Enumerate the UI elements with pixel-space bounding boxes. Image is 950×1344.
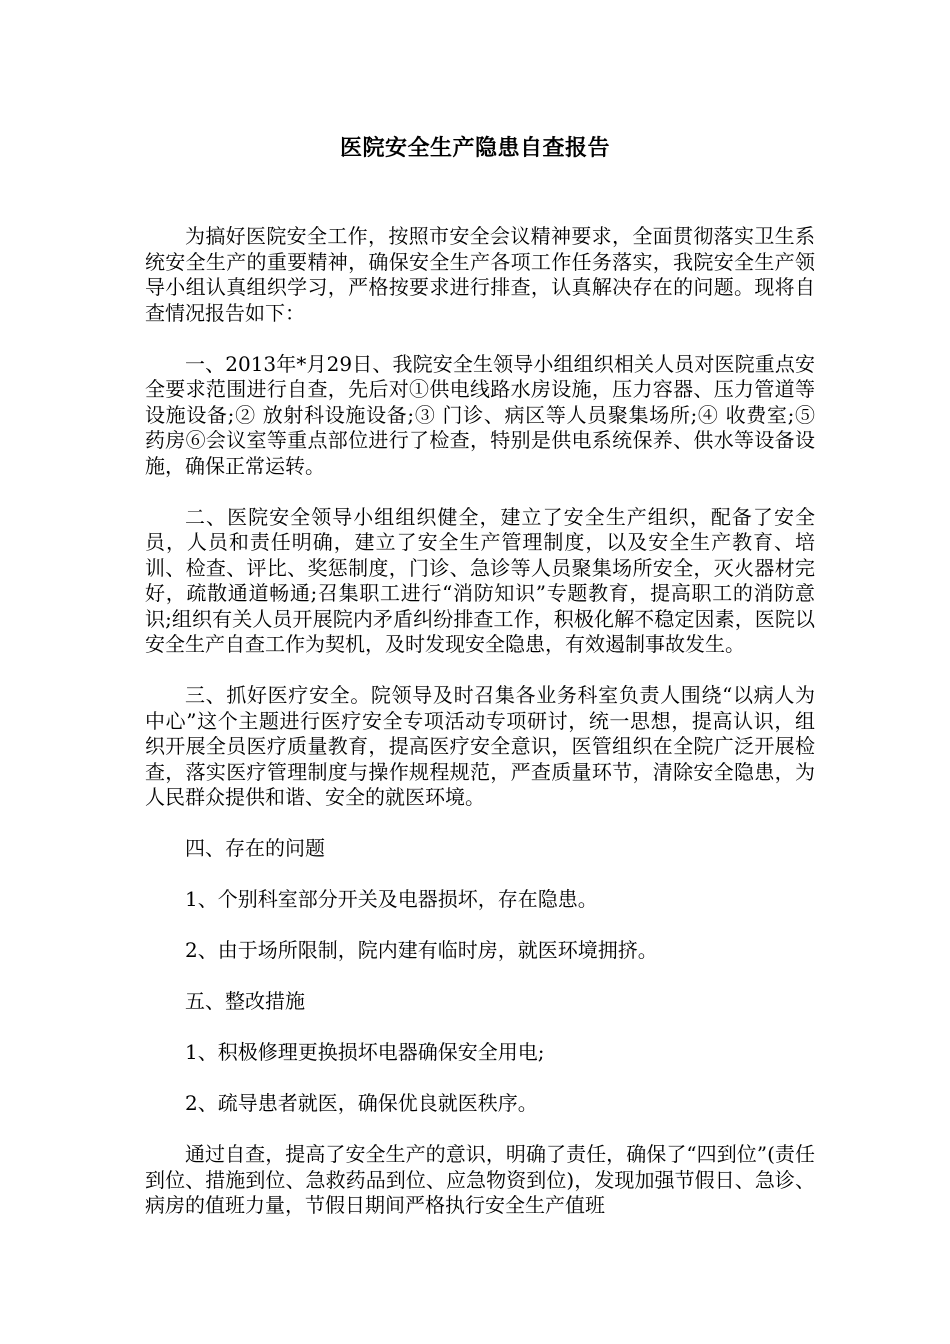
heading-measures: 五、整改措施 (185, 989, 305, 1013)
problem-item-1: 1、个别科室部分开关及电器损坏，存在隐患。 (185, 887, 598, 911)
document-body (145, 224, 815, 1244)
paragraph-section-1: 一、2013年*月29日、我院安全生领导小组组织相关人员对医院重点安全要求范围进行自查，先后对①供电线路水房设施，压力容器、压力管道等设施设备;② 放射科设施设备;③ 门诊、病区等人员聚集场所;④ 收费室;⑤ 药房⑥会议室等重点部位进行了检查，特别是供电系统保养、供水等设备设施，确保正常运转。 (145, 351, 815, 478)
paragraph-section-3: 三、抓好医疗安全。院领导及时召集各业务科室负责人围绕“以病人为中心”这个主题进行医疗安全专项活动专项研讨，统一思想，提高认识，组织开展全员医疗质量教育，提高医疗安全意识，医管组织在全院广泛开展检查，落实医疗管理制度与操作规程规范，严查质量环节，清除安全隐患，为人民群众提供和谐、安全的就医环境。 (145, 683, 815, 809)
paragraph-section-2: 二、医院安全领导小组组织健全，建立了安全生产组织，配备了安全员，人员和责任明确，建立了安全生产管理制度，以及安全生产教育、培训、检查、评比、奖惩制度，门诊、急诊等人员聚集场所安全，灭火器材完好，疏散通道畅通;召集职工进行“消防知识”专题教育，提高职工的消防意识;组织有关人员开展院内矛盾纠纷排查工作，积极化解不稳定因素，医院以安全生产自查工作为契机，及时发现安全隐患，有效遏制事故发生。 (145, 504, 815, 656)
heading-problems: 四、存在的问题 (185, 836, 325, 860)
document-title: 医院安全生产隐患自查报告 (339, 135, 610, 161)
measure-item-2: 2、疏导患者就医，确保优良就医秩序。 (185, 1091, 538, 1115)
paragraph-conclusion: 通过自查，提高了安全生产的意识，明确了责任，确保了“四到位”(责任到位、措施到位、急救药品到位、应急物资到位)，发现加强节假日、急诊、病房的值班力量，节假日期间严格执行安全生产值班 (145, 1142, 815, 1217)
paragraph-intro: 为搞好医院安全工作，按照市安全会议精神要求，全面贯彻落实卫生系统安全生产的重要精神，确保安全生产各项工作任务落实，我院安全生产领导小组认真组织学习，严格按要求进行排查，认真解决存在的问题。现将自查情况报告如下： (145, 224, 815, 325)
problem-item-2: 2、由于场所限制，院内建有临时房，就医环境拥挤。 (185, 938, 658, 962)
measure-item-1: 1、积极修理更换损坏电器确保安全用电; (185, 1040, 545, 1064)
